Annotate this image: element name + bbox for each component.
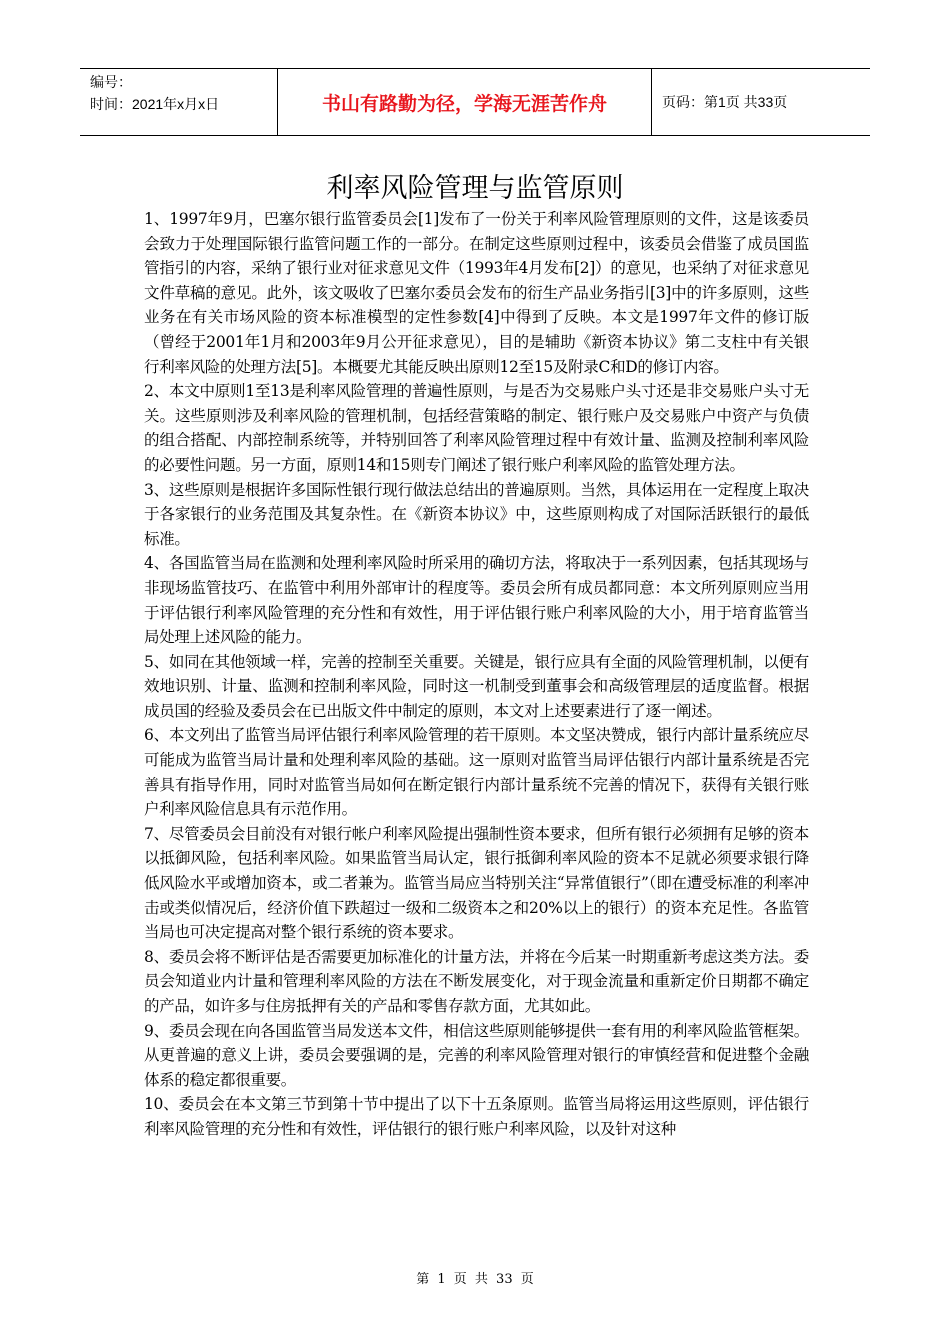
paragraph: 4、各国监管当局在监测和处理利率风险时所采用的确切方法，将取决于一系列因素，包括其现场与非现场监管技巧、在监管中利用外部审计的程度等。委员会所有成员都同意：本文所列原则应当用于评估银行利率风险管理的充分性和有效性，用于评估银行账户利率风险的大小，用于培育监管当局处理上述风险的能力。 <box>144 554 809 647</box>
header-table <box>80 68 870 136</box>
document-time-label: 时间：2021年x月x日 <box>90 96 220 112</box>
paragraph: 9、委员会现在向各国监管当局发送本文件，相信这些原则能够提供一套有用的利率风险监管框架。从更普遍的意义上讲，委员会要强调的是，完善的利率风险管理对银行的审慎经营和促进整个金融体系的稳定都很重要。 <box>144 1021 809 1089</box>
page-footer: 第 1 页 共 33 页 <box>416 1272 534 1287</box>
paragraph: 2、本文中原则1至13是利率风险管理的普遍性原则，与是否为交易账户头寸还是非交易账户头寸无关。这些原则涉及利率风险的管理机制，包括经营策略的制定、银行账户及交易账户中资产与负债的组合搭配、内部控制系统等，并特别回答了利率风险管理过程中有效计量、监测及控制利率风险的必要性问题。另一方面，原则14和15则专门阐述了银行账户利率风险的监管处理方法。 <box>144 382 809 474</box>
paragraph: 6、本文列出了监管当局评估银行利率风险管理的若干原则。本文坚决赞成，银行内部计量系统应尽可能成为监管当局计量和处理利率风险的基础。这一原则对监管当局评估银行内部计量系统是否完善具有指导作用，同时对监管当局如何在断定银行内部计量系统不完善的情况下，获得有关银行账户利率风险信息具有示范作用。 <box>144 726 809 819</box>
paragraph: 3、这些原则是根据许多国际性银行现行做法总结出的普遍原则。当然，具体运用在一定程度上取决于各家银行的业务范围及其复杂性。在《新资本协议》中，这些原则构成了对国际活跃银行的最低标准。 <box>144 480 809 548</box>
paragraph: 5、如同在其他领域一样，完善的控制至关重要。关键是，银行应具有全面的风险管理机制，以便有效地识别、计量、监测和控制利率风险，同时这一机制受到董事会和高级管理层的适度监督。根据成员国的经验及委员会在已出版文件中制定的原则，本文对上述要素进行了逐一阐述。 <box>144 652 809 720</box>
document-body <box>144 207 809 1142</box>
header-page-info: 页码：第1页 共33页 <box>662 94 788 110</box>
paragraph: 7、尽管委员会目前没有对银行帐户利率风险提出强制性资本要求，但所有银行必须拥有足够的资本以抵御风险，包括利率风险。如果监管当局认定，银行抵御利率风险的资本不足就必须要求银行降低风险水平或增加资本，或二者兼为。监管当局应当特别关注“异常值银行”（即在遭受标准的利率冲击或类似情况后，经济价值下跌超过一级和二级资本之和20%以上的银行）的资本充足性。各监管当局也可决定提高对整个银行系统的资本要求。 <box>144 824 809 942</box>
paragraph: 1、1997年9月，巴塞尔银行监管委员会[1]发布了一份关于利率风险管理原则的文件，这是该委员会致力于处理国际银行监管问题工作的一部分。在制定这些原则过程中，该委员会借鉴了成员国监管指引的内容，采纳了银行业对征求意见文件（1993年4月发布[2]）的意见，也采纳了对征求意见文件草稿的意见。此外，该文吸收了巴塞尔委员会发布的衍生产品业务指引[3]中的许多原则，这些业务在有关市场风险的资本标准模型的定性参数[4]中得到了反映。本文是1997年文件的修订版（曾经于2001年1月和2003年9月公开征求意见），目的是辅助《新资本协议》第二支柱中有关银行利率风险的处理方法[5]。本概要尤其能反映出原则12至15及附录C和D的修订内容。 <box>144 210 809 376</box>
document-number-label: 编号： <box>90 74 132 90</box>
header-meta-cell <box>80 69 278 135</box>
header-motto: 书山有路勤为径，学海无涯苦作舟 <box>278 69 652 135</box>
paragraph: 8、委员会将不断评估是否需要更加标准化的计量方法，并将在今后某一时期重新考虑这类方法。委员会知道业内计量和管理利率风险的方法在不断发展变化，对于现金流量和重新定价日期都不确定的产品，如许多与住房抵押有关的产品和零售存款方面，尤其如此。 <box>144 947 809 1015</box>
paragraph: 10、委员会在本文第三节到第十节中提出了以下十五条原则。监管当局将运用这些原则，评估银行利率风险管理的充分性和有效性，评估银行的银行账户利率风险，以及针对这种 <box>144 1095 809 1138</box>
document-title: 利率风险管理与监管原则 <box>326 173 624 204</box>
